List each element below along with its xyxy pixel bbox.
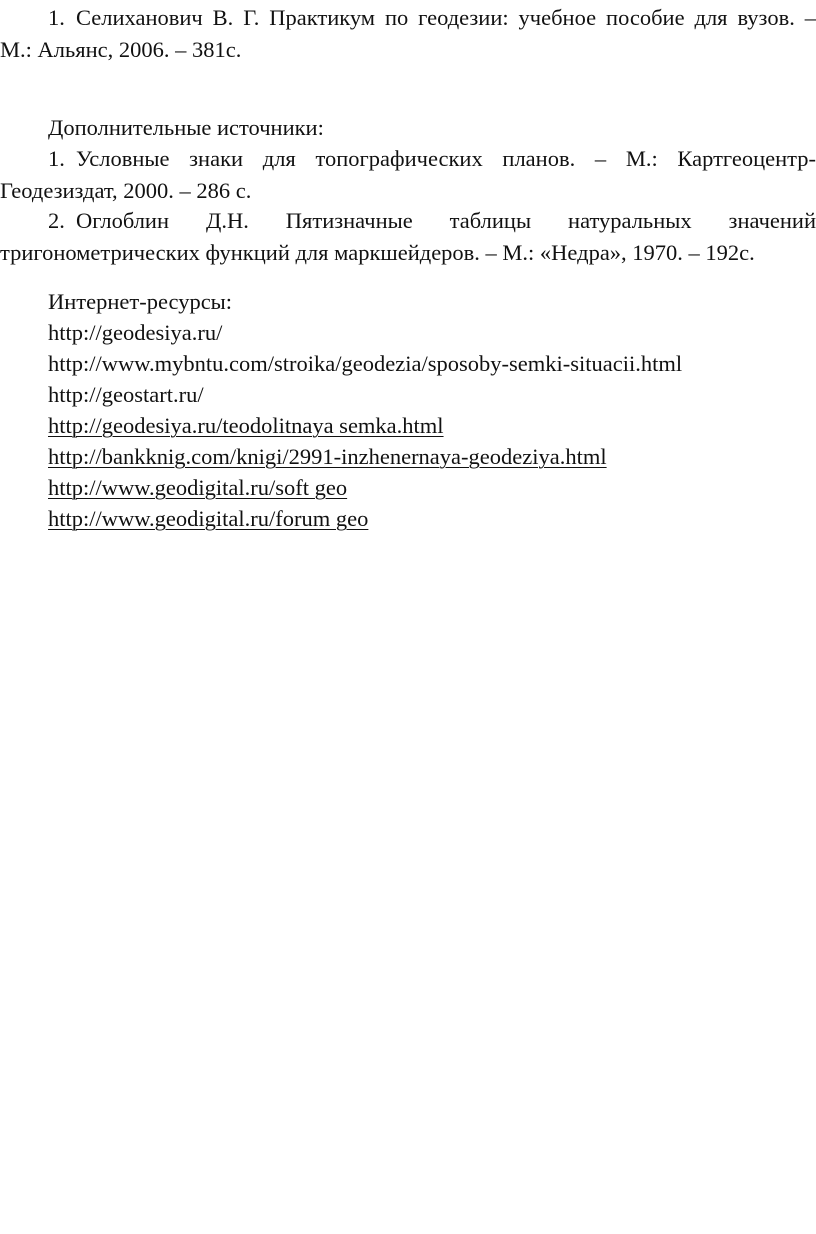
internet-link-5[interactable]: http://bankknig.com/knigi/2991-inzhenernaya-geodeziya.html: [48, 444, 607, 469]
additional-ref-1-line2: Геодезиздат, 2000. – 286 с.: [0, 178, 252, 203]
internet-link-7[interactable]: http://www.geodigital.ru/forum geo: [48, 506, 369, 531]
additional-ref-2-number: 2.: [48, 208, 65, 233]
internet-link-row: [48, 412, 816, 440]
main-ref-1-number: 1.: [48, 5, 65, 30]
internet-link-3[interactable]: http://geostart.ru/: [48, 382, 204, 407]
internet-link-row: [48, 350, 816, 378]
additional-ref-2-line1: [48, 207, 816, 235]
additional-heading: Дополнительные источники:: [48, 115, 324, 140]
additional-ref-1-number: 1.: [48, 146, 65, 171]
internet-link-row: [48, 443, 816, 471]
internet-link-row: [48, 505, 816, 533]
internet-link-row: [48, 474, 816, 502]
main-ref-1-text: Селиханович В. Г. Практикум по геодезии: учебное пособие для вузов. –: [76, 5, 816, 30]
internet-link-4[interactable]: http://geodesiya.ru/teodolitnaya semka.html: [48, 413, 444, 438]
additional-ref-1-line1: [48, 145, 816, 173]
internet-link-row: [48, 381, 816, 409]
main-ref-1-line2: М.: Альянс, 2006. – 381с.: [0, 37, 242, 62]
main-ref-1-line1: [48, 4, 816, 32]
internet-link-6[interactable]: http://www.geodigital.ru/soft geo: [48, 475, 348, 500]
internet-heading: Интернет-ресурсы:: [48, 289, 233, 314]
additional-ref-2-text: Оглоблин Д.Н. Пятизначные таблицы натуральных значений: [76, 208, 816, 233]
additional-ref-2-line2: тригонометрических функций для маркшейдеров. – М.: «Недра», 1970. – 192с.: [0, 240, 755, 265]
internet-link-2[interactable]: http://www.mybntu.com/stroika/geodezia/sposoby-semki-situacii.html: [48, 351, 683, 376]
internet-link-1[interactable]: http://geodesiya.ru/: [48, 320, 223, 345]
additional-ref-1-text: Условные знаки для топографических планов. – М.: Картгеоцентр-: [76, 146, 816, 171]
internet-link-row: [48, 319, 816, 347]
